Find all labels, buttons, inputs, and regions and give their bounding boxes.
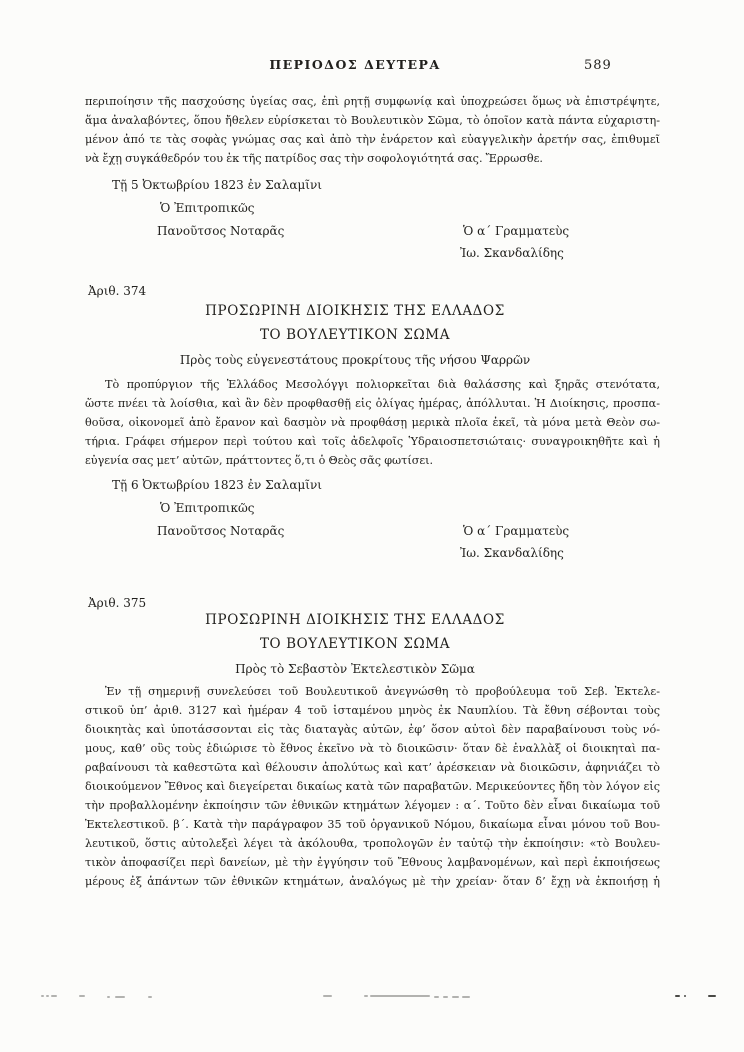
continuation-paragraph <box>85 92 660 168</box>
salutation: Πρὸς τοὺς εὐγενεστάτους προκρίτους τῆς νήσου Ψαρρῶν <box>179 353 531 367</box>
body-heading: ΤΟ ΒΟΥΛΕΥΤΙΚΟΝ ΣΩΜΑ <box>259 636 451 652</box>
signature-role-left: Ὁ Ἐπιτροπικῶς <box>160 201 255 215</box>
date-line: Τῇ 5 Ὀκτωβρίου 1823 ἐν Σαλαμῖνι <box>112 178 322 192</box>
text-line: λευτικοῦ, ὅστις αὐτολεξεὶ λέγει τὰ ἀκόλουθα, τροπολογῶν ἐν ταὐτῷ τὴν ἐκποίησιν: «τὸ Βουλευ- <box>85 837 660 850</box>
text-line: περιποίησιν τῆς πασχούσης ὑγείας σας, ἐπὶ ρητῇ συμφωνίᾳ καὶ ὑποχρεώσει ὅμως νὰ ἐπιστρέψητε, <box>85 95 660 108</box>
org-heading: ΠΡΟΣΩΡΙΝΗ ΔΙΟΙΚΗΣΙΣ ΤΗΣ ΕΛΛΑΔΟΣ <box>205 612 505 628</box>
text-line: τήρια. Γράφει σήμερον περὶ τούτου καὶ τοῖς ἀδελφοῖς Ὑδραιοσπετσιώταις· συναγροικηθῆτε καὶ ἡ <box>85 435 660 448</box>
scan-artifact <box>79 995 85 997</box>
body-heading: ΤΟ ΒΟΥΛΕΥΤΙΚΟΝ ΣΩΜΑ <box>259 327 451 343</box>
text-line: μένον ἀπό τε τὰς σοφὰς γνώμας σας καὶ ἀπὸ τὴν ἐνάρετον καὶ εὐαγγελικὴν ἀρετήν σας, ἐπιθυμεῖ <box>85 133 660 146</box>
text-line: θοῦσα, οἰκονομεῖ ἀπὸ ἔρανον καὶ δασμὸν νὰ προφθάσῃ μερικὰ πλοῖα ἐκεῖ, τὰ μόνα μετὰ Θεὸν σω- <box>85 416 660 429</box>
running-title: ΠΕΡΙΟΔΟΣ ΔΕΥΤΕΡΑ <box>269 57 441 72</box>
text-line: Τὸ προπύργιον τῆς Ἑλλάδος Μεσολόγγι πολιορκεῖται διὰ θαλάσσης καὶ ξηρᾶς στενότατα, <box>105 378 660 391</box>
text-line: στικοῦ ὑπ’ ἀριθ. 3127 καὶ ἡμέραν 4 τοῦ ἱσταμένου μηνὸς ἐκ Ναυπλίου. Τὰ ἔθνη σέβονται τοὺς <box>85 704 660 717</box>
text-line: ὥστε πνέει τὰ λοίσθια, καὶ ἂν δὲν προφθασθῇ εἰς ὀλίγας ἡμέρας, ἀπόλλυται. Ἡ Διοίκησις, προσπα- <box>85 397 660 410</box>
scan-artifact <box>364 995 368 997</box>
signature-name-left: Πανοῦτσος Νοταρᾶς <box>157 224 285 238</box>
scan-artifact <box>434 996 439 998</box>
text-line: ἅμα ἀναλαβόντες, ὅπου ἤθελεν εὑρίσκεται τὸ Βουλευτικὸν Σῶμα, τὸ ὁποῖον κατὰ πάντα εὐχαριστη- <box>85 114 660 127</box>
text-line: Ἐν τῇ σημερινῇ συνελεύσει τοῦ Βουλευτικοῦ ἀνεγνώσθη τὸ προβούλευμα τοῦ Σεβ. Ἐκτελε- <box>105 685 660 698</box>
page-number: 589 <box>584 58 612 73</box>
scan-artifact <box>107 996 110 998</box>
text-line: διοικητὰς καὶ ὑποτάσσονται εἰς τὰς διαταγὰς αὐτῶν, ἐφ’ ὅσον αὐτοὶ δὲν παραβαίνουσι τοὺς νό- <box>85 723 660 736</box>
text-line: ραβαίνουσι τὰ καθεστῶτα καὶ θέλουσιν ἀπολύτως καὶ κατ’ ἀρέσκειαν νὰ διοικῶσιν, ἀφηνιάζει τὸ <box>85 761 660 774</box>
scan-artifact <box>41 995 44 997</box>
signature-role-left: Ὁ Ἐπιτροπικῶς <box>160 501 255 515</box>
text-line: τικὸν ἀποφασίζει περὶ δανείων, μὲ τὴν ἐγγύησιν τοῦ Ἔθνους λαμβανομένων, καὶ περὶ ἐκποιήσεως <box>85 856 660 869</box>
text-line: Ἐκτελεστικοῦ. β΄. Κατὰ τὴν παράγραφον 35 τοῦ ὀργανικοῦ Νόμου, δικαίωμα εἶναι μόνου τοῦ Βου- <box>85 818 660 831</box>
document-number: Ἀριθ. 374 <box>88 284 147 298</box>
signature-name-left: Πανοῦτσος Νοταρᾶς <box>157 524 285 538</box>
document-body <box>85 375 660 470</box>
text-line: μέρους ἐξ ἁπάντων τῶν ἐθνικῶν κτημάτων, ἀναλόγως μὲ τὴν χρείαν· ὅταν δ’ ἔχῃ νὰ ἐκποιήσῃ ἡ <box>85 875 660 888</box>
signature-role-right: Ὁ α΄ Γραμματεὺς <box>463 224 570 238</box>
salutation: Πρὸς τὸ Σεβαστὸν Ἐκτελεστικὸν Σῶμα <box>235 662 475 676</box>
text-line: νὰ ἔχῃ συγκάθεδρόν του ἐκ τῆς πατρίδος σας τὴν σοφολογιότητά σας. Ἔρρωσθε. <box>85 152 543 165</box>
document-number: Ἀριθ. 375 <box>88 596 147 610</box>
scan-artifact <box>443 996 448 998</box>
scan-artifact <box>115 996 125 998</box>
signature-role-right: Ὁ α΄ Γραμματεὺς <box>463 524 570 538</box>
scan-artifact <box>675 995 680 997</box>
scan-artifact <box>684 995 686 997</box>
document-body <box>85 682 660 891</box>
signature-name-right: Ἰω. Σκανδαλίδης <box>460 246 564 260</box>
text-line: διοικούμενον Ἔθνος καὶ διεγείρεται δικαίως κατὰ τῶν παραβατῶν. Μερικεύοντες ἤδη τὸν λόγον εἰς <box>85 780 660 793</box>
text-line: τὴν προβαλλομένην ἐκποίησιν τῶν ἐθνικῶν κτημάτων λέγομεν : α΄. Τοῦτο δὲν εἶναι δικαίωμα τοῦ <box>85 799 660 812</box>
scan-artifact <box>452 996 459 998</box>
scan-artifact <box>408 995 430 997</box>
scan-artifact <box>51 995 57 997</box>
text-line: μους, καθ’ οὓς τοὺς ἐδιώρισε τὸ ἔθνος ἐκεῖνο νὰ τὸ διοικῶσιν· ὅταν δὲ ἐναλλὰξ οἱ διοικηταὶ πα- <box>85 742 660 755</box>
scan-artifact <box>323 995 332 997</box>
scan-artifact <box>462 996 470 998</box>
date-line: Τῇ 6 Ὀκτωβρίου 1823 ἐν Σαλαμῖνι <box>112 478 322 492</box>
signature-name-right: Ἰω. Σκανδαλίδης <box>460 546 564 560</box>
scan-artifact <box>148 996 152 998</box>
scan-artifact <box>46 995 49 997</box>
org-heading: ΠΡΟΣΩΡΙΝΗ ΔΙΟΙΚΗΣΙΣ ΤΗΣ ΕΛΛΑΔΟΣ <box>205 303 505 319</box>
scan-artifact <box>708 995 716 997</box>
text-line: εὐγενία σας μετ’ αὐτῶν, πράττοντες ὅ,τι ὁ Θεὸς σᾶς φωτίσει. <box>85 454 434 467</box>
